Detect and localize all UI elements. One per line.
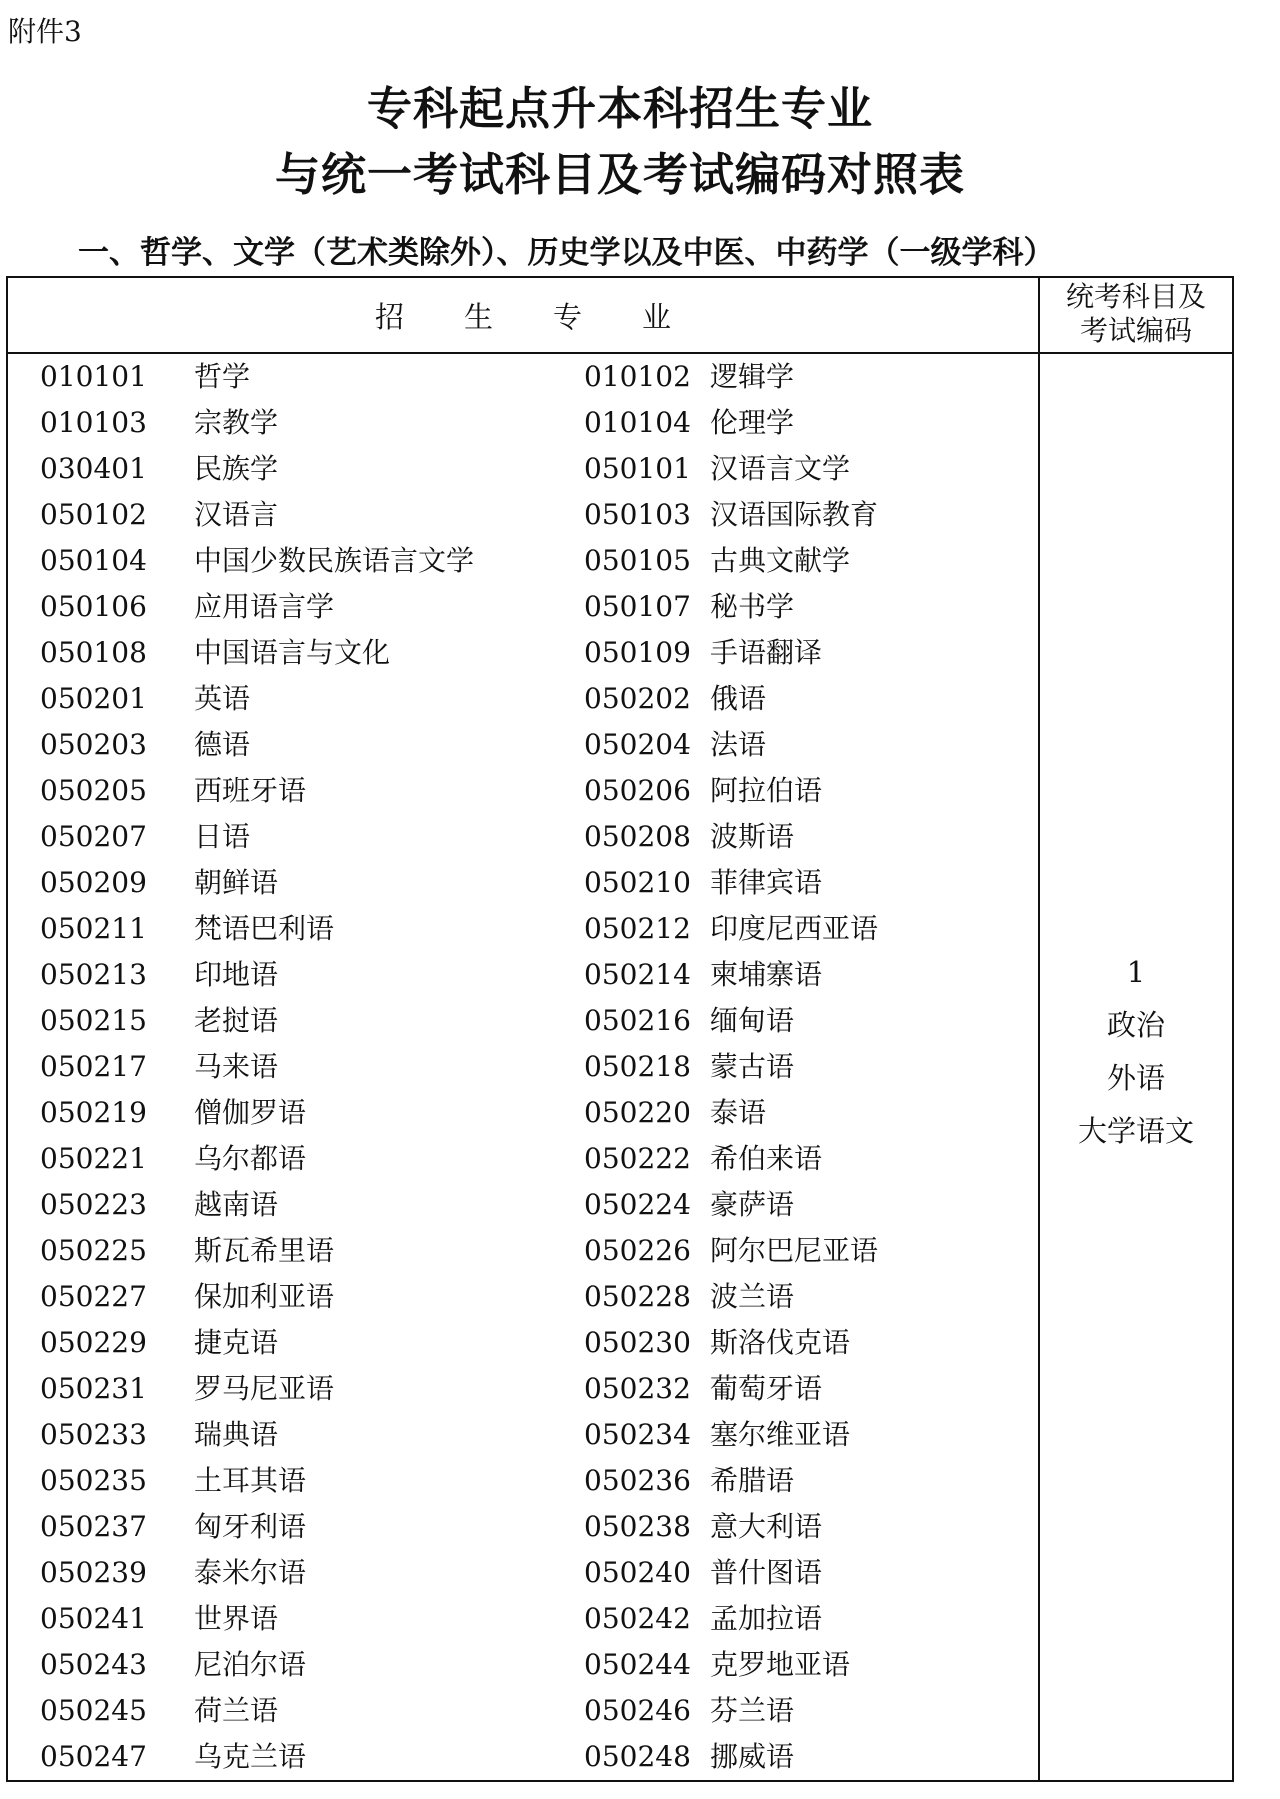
major-code: 050231	[40, 1372, 147, 1405]
major-name: 土耳其语	[194, 1464, 307, 1497]
table-row	[8, 906, 1038, 952]
major-name: 匈牙利语	[194, 1510, 307, 1543]
major-name: 斯瓦希里语	[194, 1234, 335, 1267]
major-code: 050238	[584, 1510, 691, 1543]
table-row	[8, 538, 1038, 584]
major-name: 尼泊尔语	[194, 1648, 307, 1681]
major-name: 芬兰语	[710, 1694, 795, 1727]
major-name: 挪威语	[710, 1740, 795, 1773]
header-exam-line-1: 统考科目及	[1065, 280, 1206, 313]
major-name: 孟加拉语	[710, 1602, 823, 1635]
major-name: 泰米尔语	[194, 1556, 307, 1589]
major-name: 应用语言学	[194, 590, 335, 623]
major-name: 老挝语	[194, 1004, 279, 1037]
table-row	[8, 1320, 1038, 1366]
major-code: 010101	[40, 360, 147, 393]
majors-table	[6, 276, 1234, 1782]
major-code: 050232	[584, 1372, 691, 1405]
major-code: 050209	[40, 866, 147, 899]
table-header-row	[8, 278, 1232, 354]
major-name: 阿拉伯语	[710, 774, 823, 807]
major-code: 050104	[40, 544, 147, 577]
major-code: 050230	[584, 1326, 691, 1359]
major-name: 法语	[710, 728, 767, 761]
major-code: 010102	[584, 360, 691, 393]
major-code: 050235	[40, 1464, 147, 1497]
major-code: 050201	[40, 682, 147, 715]
major-code: 050226	[584, 1234, 691, 1267]
table-row	[8, 1228, 1038, 1274]
major-name: 朝鲜语	[194, 866, 279, 899]
table-row	[8, 1366, 1038, 1412]
major-code: 050208	[584, 820, 691, 853]
major-code: 050217	[40, 1050, 147, 1083]
major-code: 050225	[40, 1234, 147, 1267]
major-name: 梵语巴利语	[194, 912, 335, 945]
table-row	[8, 1550, 1038, 1596]
header-exam	[1040, 280, 1232, 348]
major-name: 逻辑学	[710, 360, 795, 393]
table-row	[8, 584, 1038, 630]
major-code: 050247	[40, 1740, 147, 1773]
major-name: 波兰语	[710, 1280, 795, 1313]
major-code: 050236	[584, 1464, 691, 1497]
table-row	[8, 1412, 1038, 1458]
major-code: 010104	[584, 406, 691, 439]
table-row	[8, 998, 1038, 1044]
major-code: 050106	[40, 590, 147, 623]
major-name: 汉语言文学	[710, 452, 851, 485]
major-name: 中国语言与文化	[194, 636, 391, 669]
major-name: 克罗地亚语	[710, 1648, 851, 1681]
section-heading: 一、哲学、文学（艺术类除外）、历史学以及中医、中药学（一级学科）	[78, 235, 1055, 271]
table-row	[8, 400, 1038, 446]
major-code: 050227	[40, 1280, 147, 1313]
major-code: 050204	[584, 728, 691, 761]
major-name: 手语翻译	[710, 636, 823, 669]
major-code: 050224	[584, 1188, 691, 1221]
table-row	[8, 1136, 1038, 1182]
major-code: 050242	[584, 1602, 691, 1635]
major-name: 豪萨语	[710, 1188, 795, 1221]
major-code: 050243	[40, 1648, 147, 1681]
table-row	[8, 354, 1038, 400]
exam-code: 1	[1126, 955, 1146, 989]
table-row	[8, 952, 1038, 998]
table-row	[8, 1090, 1038, 1136]
major-code: 030401	[40, 452, 147, 485]
major-code: 050109	[584, 636, 691, 669]
table-row	[8, 1596, 1038, 1642]
attachment-label: 附件3	[8, 15, 82, 48]
major-name: 斯洛伐克语	[710, 1326, 851, 1359]
major-code: 050246	[584, 1694, 691, 1727]
major-name: 僧伽罗语	[194, 1096, 307, 1129]
major-code: 050234	[584, 1418, 691, 1451]
major-name: 古典文献学	[710, 544, 851, 577]
table-body	[8, 354, 1038, 1780]
major-code: 050102	[40, 498, 147, 531]
major-name: 波斯语	[710, 820, 795, 853]
major-code: 050245	[40, 1694, 147, 1727]
major-name: 瑞典语	[194, 1418, 279, 1451]
major-name: 柬埔寨语	[710, 958, 823, 991]
document-title-line-1: 专科起点升本科招生专业	[366, 82, 873, 135]
major-code: 050216	[584, 1004, 691, 1037]
major-code: 050203	[40, 728, 147, 761]
major-code: 050202	[584, 682, 691, 715]
table-row	[8, 630, 1038, 676]
major-name: 中国少数民族语言文学	[194, 544, 475, 577]
table-row	[8, 446, 1038, 492]
major-code: 050221	[40, 1142, 147, 1175]
major-code: 050233	[40, 1418, 147, 1451]
major-name: 英语	[194, 682, 251, 715]
major-name: 哲学	[194, 360, 251, 393]
table-row	[8, 1734, 1038, 1780]
major-code: 050228	[584, 1280, 691, 1313]
major-code: 050103	[584, 498, 691, 531]
major-name: 蒙古语	[710, 1050, 795, 1083]
major-name: 意大利语	[710, 1510, 823, 1543]
major-code: 050240	[584, 1556, 691, 1589]
major-name: 泰语	[710, 1096, 767, 1129]
major-name: 阿尔巴尼亚语	[710, 1234, 879, 1267]
major-name: 普什图语	[710, 1556, 823, 1589]
major-name: 日语	[194, 820, 251, 853]
major-code: 050214	[584, 958, 691, 991]
major-name: 马来语	[194, 1050, 279, 1083]
table-row	[8, 814, 1038, 860]
major-name: 秘书学	[710, 590, 795, 623]
major-name: 印地语	[194, 958, 279, 991]
major-name: 保加利亚语	[194, 1280, 335, 1313]
major-name: 葡萄牙语	[710, 1372, 823, 1405]
major-name: 西班牙语	[194, 774, 307, 807]
major-name: 伦理学	[710, 406, 795, 439]
major-code: 050223	[40, 1188, 147, 1221]
major-code: 050248	[584, 1740, 691, 1773]
exam-column	[1040, 946, 1232, 1158]
exam-subject: 大学语文	[1077, 1114, 1194, 1148]
header-major: 招生专业	[374, 299, 731, 334]
major-code: 050220	[584, 1096, 691, 1129]
major-name: 越南语	[194, 1188, 279, 1221]
table-row	[8, 860, 1038, 906]
major-code: 050239	[40, 1556, 147, 1589]
major-name: 德语	[194, 728, 251, 761]
major-name: 世界语	[194, 1602, 279, 1635]
table-row	[8, 1044, 1038, 1090]
major-name: 乌尔都语	[194, 1142, 307, 1175]
major-name: 汉语言	[194, 498, 279, 531]
major-code: 050222	[584, 1142, 691, 1175]
major-code: 050211	[40, 912, 147, 945]
table-row	[8, 1642, 1038, 1688]
table-row	[8, 1274, 1038, 1320]
major-code: 050101	[584, 452, 691, 485]
major-code: 010103	[40, 406, 147, 439]
major-name: 捷克语	[194, 1326, 279, 1359]
table-row	[8, 1458, 1038, 1504]
major-code: 050241	[40, 1602, 147, 1635]
major-name: 缅甸语	[710, 1004, 795, 1037]
table-row	[8, 676, 1038, 722]
major-name: 印度尼西亚语	[710, 912, 879, 945]
table-row	[8, 1688, 1038, 1734]
major-code: 050105	[584, 544, 691, 577]
major-name: 民族学	[194, 452, 279, 485]
major-code: 050210	[584, 866, 691, 899]
major-name: 希伯来语	[710, 1142, 823, 1175]
major-name: 俄语	[710, 682, 767, 715]
major-code: 050213	[40, 958, 147, 991]
major-code: 050207	[40, 820, 147, 853]
major-code: 050107	[584, 590, 691, 623]
major-code: 050108	[40, 636, 147, 669]
major-code: 050219	[40, 1096, 147, 1129]
major-code: 050206	[584, 774, 691, 807]
major-name: 荷兰语	[194, 1694, 279, 1727]
major-code: 050237	[40, 1510, 147, 1543]
major-name: 汉语国际教育	[710, 498, 879, 531]
table-row	[8, 1504, 1038, 1550]
major-name: 乌克兰语	[194, 1740, 307, 1773]
header-exam-line-2: 考试编码	[1079, 314, 1192, 347]
document-title-line-2: 与统一考试科目及考试编码对照表	[274, 148, 965, 201]
table-row	[8, 768, 1038, 814]
exam-subject: 政治	[1106, 1008, 1165, 1042]
exam-subject: 外语	[1106, 1061, 1165, 1095]
major-name: 罗马尼亚语	[194, 1372, 335, 1405]
major-code: 050215	[40, 1004, 147, 1037]
major-name: 希腊语	[710, 1464, 795, 1497]
major-name: 菲律宾语	[710, 866, 823, 899]
major-code: 050218	[584, 1050, 691, 1083]
table-row	[8, 492, 1038, 538]
major-code: 050205	[40, 774, 147, 807]
major-code: 050244	[584, 1648, 691, 1681]
major-code: 050229	[40, 1326, 147, 1359]
major-code: 050212	[584, 912, 691, 945]
table-row	[8, 1182, 1038, 1228]
table-row	[8, 722, 1038, 768]
major-name: 宗教学	[194, 406, 279, 439]
major-name: 塞尔维亚语	[710, 1418, 851, 1451]
